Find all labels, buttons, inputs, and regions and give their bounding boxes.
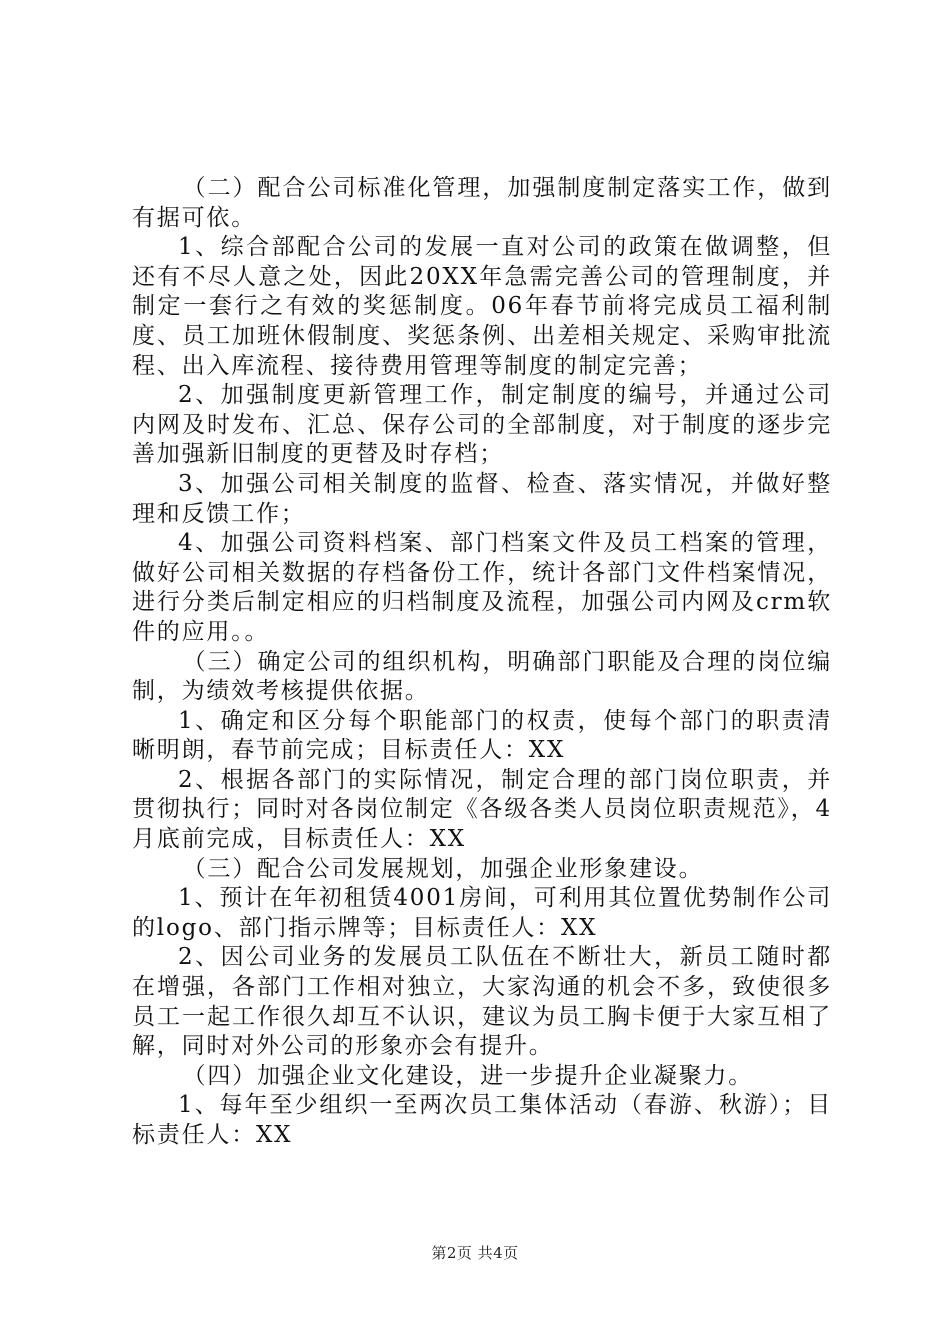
page-footer: 第2页 共4页 — [431, 1244, 519, 1262]
section-heading-4: （四）加强企业文化建设，进一步提升企业凝聚力。 — [182, 1062, 753, 1089]
list-item: 2、加强制度更新管理工作，制定制度的编号，并通过公司内网及时发布、汇总、保存公司的全部制度，对于制度的逐步完善加强新旧制度的更替及时存档； — [132, 382, 832, 468]
section-heading-2: （二）配合公司标准化管理，加强制度制定落实工作，做到有据可依。 — [132, 175, 832, 231]
list-item: 4、加强公司资料档案、部门档案文件及员工档案的管理，做好公司相关数据的存档备份工作，统计各部门文件档案情况，进行分类后制定相应的归档制度及流程，加强公司内网及crm软件的应用。。 — [132, 530, 832, 645]
list-item: 2、因公司业务的发展员工队伍在不断壮大，新员工随时都在增强，各部门工作相对独立，大家沟通的机会不多，致使很多员工一起工作很久却互不认识，建议为员工胸卡便于大家互相了解，同时对外公司的形象亦会有提升。 — [132, 944, 832, 1060]
section-heading-3: （三）确定公司的组织机构，明确部门职能及合理的岗位编制，为绩效考核提供依据。 — [132, 648, 832, 705]
section-heading-3b: （三）配合公司发展规划，加强企业形象建设。 — [182, 855, 704, 882]
list-item: 1、预计在年初租赁4001房间，可利用其位置优势制作公司的logo、部门指示牌等；目标责任人：XX — [132, 885, 832, 941]
list-item: 3、加强公司相关制度的监督、检查、落实情况，并做好整理和反馈工作； — [132, 470, 832, 527]
list-item: 2、根据各部门的实际情况，制定合理的部门岗位职责，并贯彻执行；同时对各岗位制定《各级各类人员岗位职责规范》，4月底前完成，目标责任人：XX — [132, 766, 832, 853]
list-item: 1、综合部配合公司的发展一直对公司的政策在做调整，但还有不尽人意之处，因此20XX年急需完善公司的管理制度，并制定一套行之有效的奖惩制度。06年春节前将完成员工福利制度、员工加班休假制度、奖惩条例、出差相关规定、采购审批流程、出入库流程、接待费用管理等制度的制定完善； — [132, 234, 832, 379]
list-item: 1、确定和区分每个职能部门的权责，使每个部门的职责清晰明朗，春节前完成；目标责任人：XX — [132, 707, 832, 764]
document-body — [132, 174, 832, 1151]
list-item: 1、每年至少组织一至两次员工集体活动（春游、秋游）；目标责任人：XX — [132, 1092, 832, 1148]
